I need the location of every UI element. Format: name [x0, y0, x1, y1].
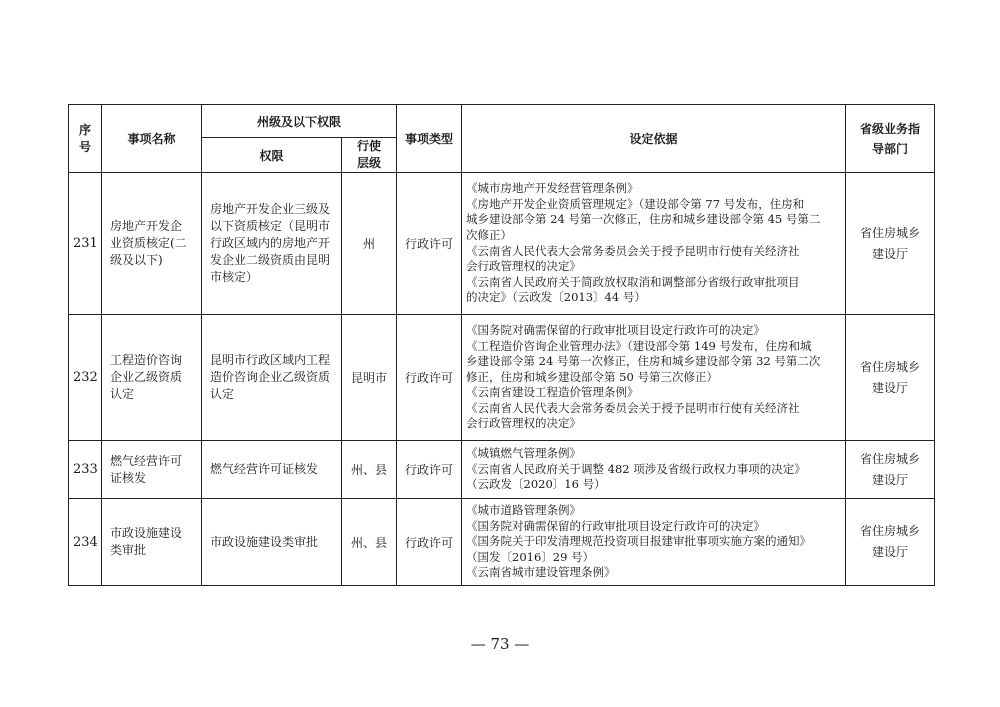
- dept-line: 省住房城乡: [860, 451, 921, 466]
- header-level: 行使层级: [342, 138, 397, 173]
- basis-line: 《国务院关于印发清理规范投资项目报建审批事项实施方案的通知》: [466, 534, 812, 549]
- basis-line: 《城市房地产开发经营管理条例》: [466, 181, 639, 196]
- row-type: 行政许可: [397, 173, 462, 315]
- basis-line: 《国务院对确需保留的行政审批项目设定行政许可的决定》: [466, 322, 766, 337]
- approval-items-table: [68, 104, 935, 586]
- basis-line: 乡建设部令第 24 号第一次修正，住房和城乡建设部令第 32 号第二次: [466, 354, 821, 369]
- basis-line: 《城市道路管理条例》: [466, 503, 582, 518]
- row-type: 行政许可: [397, 441, 462, 499]
- row-dept: [846, 499, 935, 586]
- dept-line: 省住房城乡: [860, 524, 921, 538]
- basis-line: 城乡建设部令第 24 号第一次修正，住房和城乡建设部令第 45 号第二: [466, 212, 821, 227]
- row-authority: 市政设施建设类审批: [202, 499, 342, 586]
- basis-line: 《云南省人民政府关于调整 482 项涉及省级行政权力事项的决定》: [466, 461, 806, 476]
- header-authority: 权限: [202, 138, 342, 173]
- basis-line: 《国务院对确需保留的行政审批项目设定行政许可的决定》: [466, 518, 766, 533]
- header-authority-group: 州级及以下权限: [202, 105, 397, 138]
- row-name: 工程造价咨询企业乙级资质认定: [102, 315, 202, 441]
- dept-line: 建设厅: [872, 472, 909, 487]
- basis-line: （云政发〔2020〕16 号）: [466, 477, 606, 492]
- table-body: [69, 173, 935, 586]
- row-basis: [462, 315, 846, 441]
- row-level: 昆明市: [342, 315, 397, 441]
- header-name: 事项名称: [102, 105, 202, 173]
- basis-line: 会行政管理权的决定》: [466, 259, 582, 274]
- row-basis: [462, 173, 846, 315]
- basis-line: 《云南省人民政府关于简政放权取消和调整部分省级行政审批项目: [466, 274, 800, 289]
- basis-line: 《云南省人民代表大会常务委员会关于授予昆明市行使有关经济社: [466, 243, 800, 258]
- row-name: 燃气经营许可证核发: [102, 441, 202, 499]
- basis-line: （国发〔2016〕29 号）: [466, 549, 595, 564]
- page-number: — 73 —: [470, 635, 530, 653]
- basis-line: 《云南省人民代表大会常务委员会关于授予昆明市行使有关经济社: [466, 400, 800, 415]
- row-level: 州、县: [342, 499, 397, 586]
- row-dept: [846, 315, 935, 441]
- basis-line: 《城镇燃气管理条例》: [466, 446, 582, 461]
- row-index: 231: [69, 173, 102, 315]
- table-row: [69, 173, 935, 315]
- dept-line: 建设厅: [872, 246, 909, 261]
- basis-line: 会行政管理权的决定》: [466, 416, 582, 431]
- row-basis: [462, 441, 846, 499]
- header-basis: 设定依据: [462, 105, 846, 173]
- row-authority: 房地产开发企业三级及以下资质核定（昆明市行政区域内的房地产开发企业二级资质由昆明市核定）: [202, 173, 342, 315]
- dept-line: 建设厅: [872, 545, 909, 559]
- basis-line: 《工程造价咨询企业管理办法》（建设部令第 149 号发布，住房和城: [466, 338, 812, 353]
- row-index: 233: [69, 441, 102, 499]
- header-type: 事项类型: [397, 105, 462, 173]
- row-level: 州、县: [342, 441, 397, 499]
- header-dept: 省级业务指导部门: [846, 105, 935, 173]
- row-name: 房地产开发企业资质核定(二级及以下): [102, 173, 202, 315]
- row-name: 市政设施建设类审批: [102, 499, 202, 586]
- row-level: 州: [342, 173, 397, 315]
- table-row: [69, 315, 935, 441]
- row-dept: [846, 441, 935, 499]
- dept-line: 省住房城乡: [860, 225, 921, 240]
- basis-line: 《云南省建设工程造价管理条例》: [466, 385, 639, 400]
- basis-line: 《房地产开发企业资质管理规定》（建设部令第 77 号发布，住房和: [466, 196, 805, 211]
- row-type: 行政许可: [397, 315, 462, 441]
- basis-line: 修正，住房和城乡建设部令第 50 号第三次修正）: [466, 369, 718, 384]
- row-type: 行政许可: [397, 499, 462, 586]
- row-dept: [846, 173, 935, 315]
- table-row: [69, 499, 935, 586]
- row-index: 234: [69, 499, 102, 586]
- row-index: 232: [69, 315, 102, 441]
- table-row: [69, 441, 935, 499]
- row-authority: 燃气经营许可证核发: [202, 441, 342, 499]
- dept-line: 省住房城乡: [860, 359, 921, 374]
- basis-line: 次修正）: [466, 227, 513, 242]
- table-header: [69, 105, 935, 173]
- dept-line: 建设厅: [872, 380, 909, 395]
- row-authority: 昆明市行政区域内工程造价咨询企业乙级资质认定: [202, 315, 342, 441]
- row-basis: [462, 499, 846, 586]
- header-index: 序号: [69, 105, 102, 173]
- basis-line: 《云南省城市建设管理条例》: [466, 565, 616, 580]
- basis-line: 的决定》（云政发〔2013〕44 号）: [466, 290, 646, 305]
